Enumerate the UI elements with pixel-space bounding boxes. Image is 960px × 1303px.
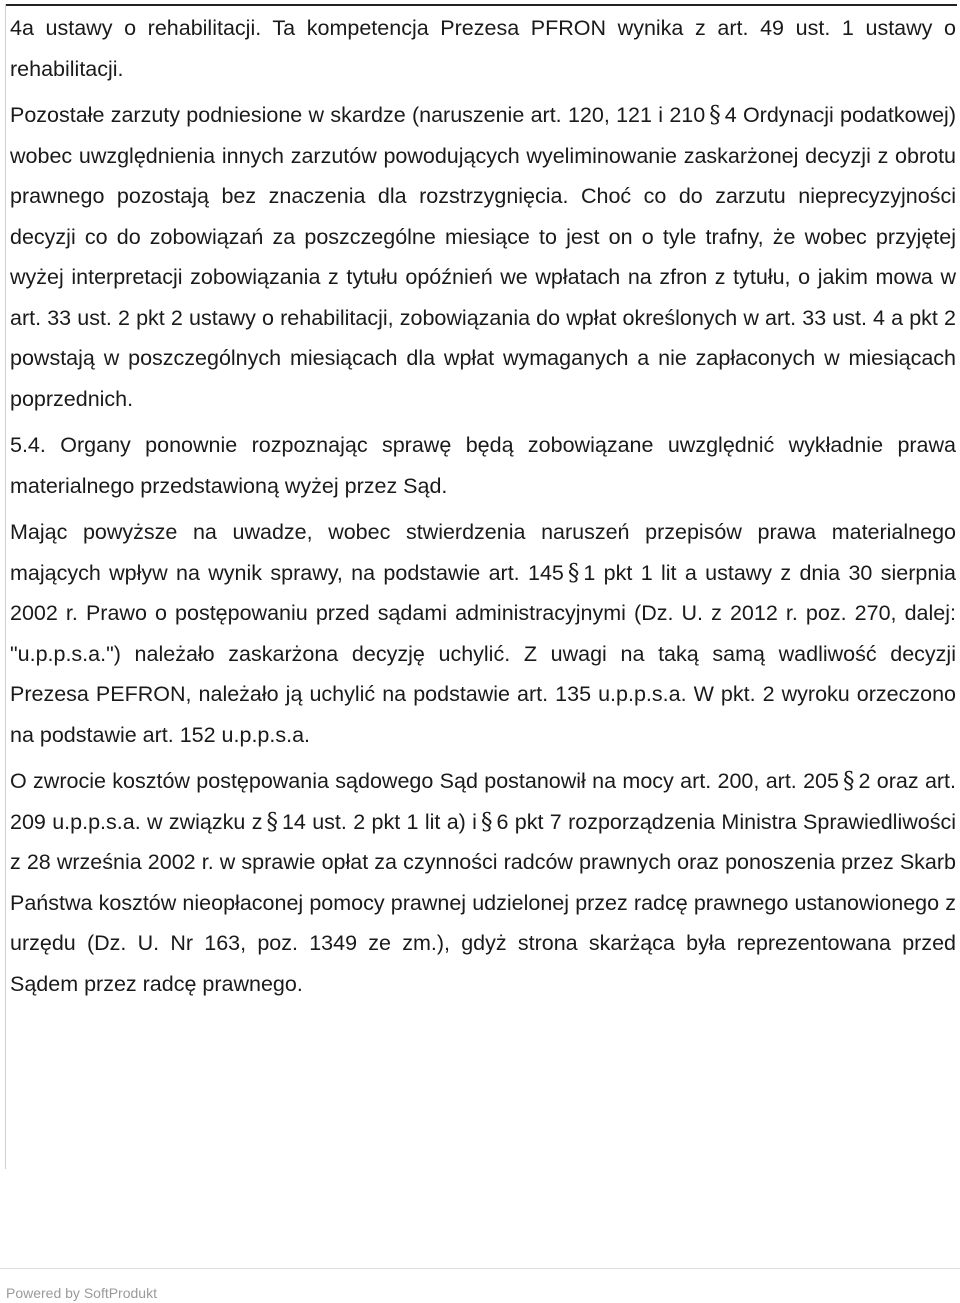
paragraph-3-text: 5.4. Organy ponownie rozpoznając sprawę będą zobowiązane uwzględnić wykładnie prawa materialnego przedstawioną wyżej przez Sąd. xyxy=(10,433,956,498)
section-sign: § xyxy=(480,808,493,835)
paragraph-4 xyxy=(10,512,956,755)
paragraph-2 xyxy=(10,95,956,419)
paragraph-2-text-a: Pozostałe zarzuty podniesione w skardze (naruszenie art. 120, 121 i 210 xyxy=(10,103,706,127)
top-divider xyxy=(5,4,957,6)
left-divider xyxy=(5,4,6,1169)
paragraph-1-text: 4a ustawy o rehabilitacji. Ta kompetencja Prezesa PFRON wynika z art. 49 ust. 1 ustawy o rehabilitacji. xyxy=(10,16,956,81)
section-sign: § xyxy=(266,808,278,835)
footer-divider xyxy=(0,1268,960,1269)
paragraph-5-text-d: 6 pkt 7 rozporządzenia Ministra Sprawiedliwości z 28 września 2002 r. w sprawie opłat za czynności radców prawnych oraz ponoszenia przez Skarb Państwa kosztów nieopłaconej pomocy prawnej udzielonej przez radcę prawnego ustanowionego z urzędu (Dz. U. Nr 163, poz. 1349 ze zm.), gdyż strona skarżąca była reprezentowana przed Sądem przez radcę prawnego. xyxy=(10,809,956,996)
paragraph-1 xyxy=(10,8,956,89)
section-sign: § xyxy=(567,559,580,586)
section-sign: § xyxy=(842,768,855,794)
paragraph-2-text-b: 4 Ordynacji podatkowej) wobec uwzględnienia innych zarzutów powodujących wyeliminowanie zaskarżonej decyzji z obrotu prawnego pozostają bez znaczenia dla rozstrzygnięcia. Choć co do zarzutu nieprecyzyjności decyzji co do zobowiązań za poszczególne miesiące to jest on o tyle trafny, że wobec przyjętej wyżej interpretacji zobowiązania z tytułu opóźnień we wpłatach na zfron z tytułu, o jakim mowa w art. 33 ust. 2 pkt 2 ustawy o rehabilitacji, zobowiązania do wpłat określonych w art. 33 ust. 4 a pkt 2 powstają w poszczególnych miesiącach dla wpłat wymaganych a nie zapłaconych w miesiącach poprzednich. xyxy=(10,103,956,411)
paragraph-5 xyxy=(10,761,956,1004)
paragraph-4-text-a: Mając powyższe na uwadze, wobec stwierdzenia naruszeń przepisów prawa materialnego mających wpływ na wynik sprawy, na podstawie art. 145 xyxy=(10,520,956,585)
paragraph-4-text-b: 1 pkt 1 lit a ustawy z dnia 30 sierpnia 2002 r. Prawo o postępowaniu przed sądami administracyjnymi (Dz. U. z 2012 r. poz. 270, dalej: "u.p.p.s.a.") należało zaskarżona decyzję uchylić. Z uwagi na taką samą wadliwość decyzji Prezesa PEFRON, należało ją uchylić na podstawie art. 135 u.p.p.s.a. W pkt. 2 wyroku orzeczono na podstawie art. 152 u.p.p.s.a. xyxy=(10,560,957,747)
section-sign: § xyxy=(709,102,721,128)
document-body xyxy=(10,8,956,1004)
paragraph-3 xyxy=(10,425,956,506)
footer-credit: Powered by SoftProdukt xyxy=(6,1285,157,1301)
paragraph-5-text-a: O zwrocie kosztów postępowania sądowego Sąd postanowił na mocy art. 200, art. 205 xyxy=(10,769,839,793)
paragraph-5-text-b: 2 oraz art. 209 u.p.p.s.a. w związku z xyxy=(10,769,957,834)
paragraph-5-text-c: 14 ust. 2 pkt 1 lit a) i xyxy=(281,809,477,834)
